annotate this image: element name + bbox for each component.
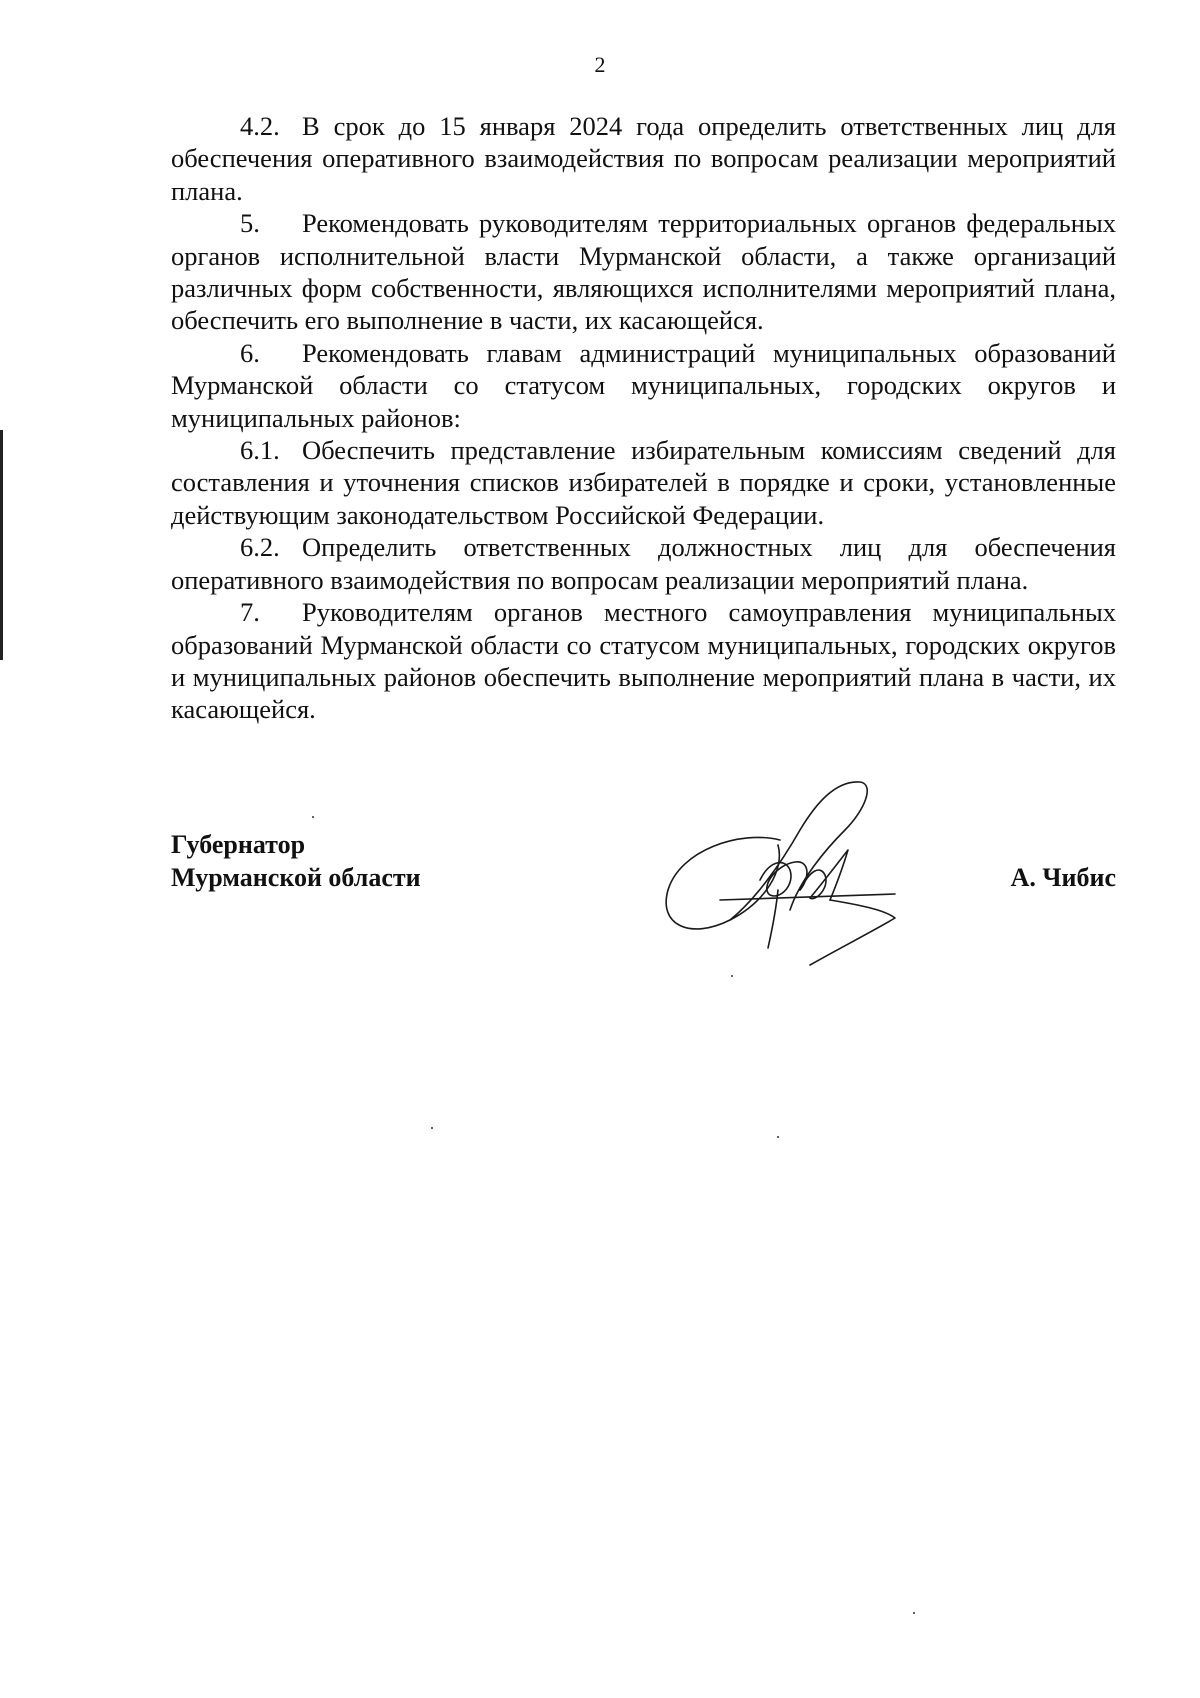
signatory-title-line-1: Губернатор <box>171 830 306 859</box>
scan-speck <box>312 816 314 818</box>
paragraph-number: 6.1. <box>240 435 280 466</box>
paragraph-5 <box>171 207 1116 337</box>
paragraph-number: 6.2. <box>240 532 280 563</box>
scan-speck <box>913 1612 915 1614</box>
signatory-name: А. Чибис <box>1010 863 1116 892</box>
scan-speck <box>731 975 733 977</box>
scan-speck <box>431 1127 433 1129</box>
paragraph-4-2 <box>171 110 1116 207</box>
paragraph-text: Рекомендовать руководителям территориальных органов федеральных органов исполнительной власти Мурманской области, а также организаций различных форм собственности, являющихся исполнителями мероприятий плана, обеспечить его выполнение в части, их касающейся. <box>171 208 1116 336</box>
paragraph-text: Определить ответственных должностных лиц для обеспечения оперативного взаимодействия по вопросам реализации мероприятий плана. <box>171 532 1116 595</box>
paragraph-text: Рекомендовать главам администраций муниципальных образований Мурманской области со статусом муниципальных, городских округов и муниципальных районов: <box>171 337 1116 433</box>
paragraph-7 <box>171 596 1116 726</box>
handwritten-signature-icon <box>660 770 960 980</box>
paragraph-number: 6. <box>240 337 260 368</box>
paragraph-text: Обеспечить представление избирательным комиссиям сведений для составления и уточнения списков избирателей в порядке и сроки, установленные действующим законодательством Российской Федерации. <box>171 435 1116 530</box>
paragraph-text: В срок до 15 января 2024 года определить ответственных лиц для обеспечения оперативного взаимодействия по вопросам реализации мероприятий плана. <box>171 111 1116 206</box>
paragraph-6-1 <box>171 434 1116 531</box>
signatory-title <box>171 828 421 894</box>
paragraph-text: Руководителям органов местного самоуправления муниципальных образований Мурманской области со статусом муниципальных, городских округов и муниципальных районов обеспечить выполнение мероприятий плана в части, их касающейся. <box>171 597 1116 725</box>
scan-speck <box>777 1136 779 1138</box>
paragraph-number: 7. <box>240 597 260 628</box>
scan-edge-mark <box>0 430 3 660</box>
page-number: 2 <box>594 52 606 77</box>
paragraph-number: 5. <box>240 208 260 239</box>
signatory-title-line-2: Мурманской области <box>171 863 421 892</box>
document-body <box>171 110 1116 726</box>
paragraph-6-2 <box>171 531 1116 596</box>
paragraph-6 <box>171 337 1116 434</box>
paragraph-number: 4.2. <box>240 111 280 141</box>
signature-block <box>171 828 1116 968</box>
